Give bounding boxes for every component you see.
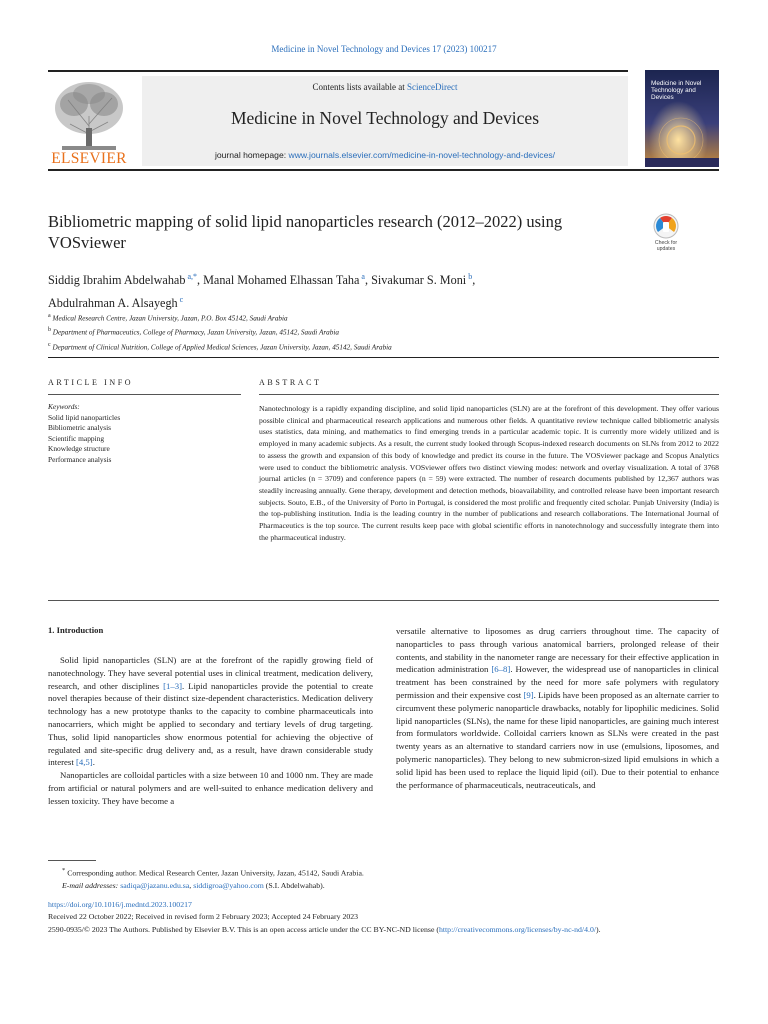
intro-paragraph-3 <box>396 625 719 791</box>
author-affiliation-marker[interactable]: a,* <box>185 272 197 281</box>
body-column-right <box>396 625 719 791</box>
license-suffix: ). <box>596 924 601 934</box>
affiliation-item <box>48 324 708 338</box>
abstract-text: Nanotechnology is a rapidly expanding discipline, and solid lipid nanoparticles (SLN) are at the forefront of this development. They offer various possible clinical and pharmaceutical research applications and numerous other fields. A quantitative review technique called bibliometric analysis uses statistics, data mining, and mathematics to find emerging trends in a particular academic topic. It is currently more widely utilized and is employed in many academic subjects. As a result, the current study looked through Scopus-indexed research documents on SLNs from 2012 to 2022 to assess the growth and expansion of this body of knowledge and predict its course in the future. The VOSviewer package and Scopus Analytics were used to conduct the bibliometric analysis. VOSviewer offers two distinct viewing modes: network and overlay visualization. A total of 3768 journal articles (n = 3709) and conference papers (n = 59) were extracted. The number of research documents published by 12,367 authors was steadily increasing annually. Gene therapy, development and detection methods, bioavailability, and controlled release have been important research subjects. Souto, E.B., of the University of Porto in Portugal, is considered the most prolific and frequently cited scholar. Punjab University (India) is the top-publishing institution. India is the leading country in the number of publications and research collaborations. The International Journal of Pharmaceutics is the top source. The current results keep pace with global scientific efforts in nanotechnology and successfully integrate them into the pharmaceutical industry. <box>259 404 719 542</box>
article-info-divider <box>48 394 241 395</box>
intro-paragraph-1 <box>48 654 373 769</box>
contents-line <box>142 82 628 92</box>
journal-cover-image[interactable] <box>645 70 719 167</box>
header-bottom-divider <box>48 169 719 171</box>
footnote-star: * <box>62 867 66 874</box>
text-run: versatile alternative to liposomes as drug carriers throughout time. The capacity of nanoparticles to pass through various anatomical barriers, prolonged release of their contents, and stability in the nanometer range are necessary for their effective application in medication administration <box>396 626 719 675</box>
author-separator: , <box>197 273 204 288</box>
article-info-heading: ARTICLE INFO <box>48 378 134 387</box>
keyword-item: Scientific mapping <box>48 433 105 443</box>
author-separator: , <box>472 273 476 288</box>
body-column-left <box>48 654 373 808</box>
keyword-item: Bibliometric analysis <box>48 423 112 433</box>
journal-title: Medicine in Novel Technology and Devices <box>230 108 540 128</box>
keyword-item: Performance analysis <box>48 454 112 464</box>
email-suffix: (S.I. Abdelwahab). <box>263 880 325 890</box>
elsevier-logo[interactable] <box>48 76 130 168</box>
text-run: Solid lipid nanoparticles (SLN) are at the forefront of the rapidly growing field of nanotechnology. They have several potential uses in clinical treatment, medication delivery, research, and other disciplines <box>48 655 373 691</box>
section-divider <box>48 357 719 358</box>
author-name[interactable]: Abdulrahman A. Alsayegh <box>48 296 178 311</box>
text-run: . Lipids have been proposed as an alternate carrier to circumvent these polymeric nanoparticle drawbacks, notably for lipophilic medicines. Solid lipid nanoparticles (SLNs), the name for these lipid nanoparticles, are gaining much interest from formulators worldwide. Colloidal carriers known as SLNs were created in the past twenty years as an alternative to standard carriers now in use (emulsions, liposomes, and polymeric nanoparticles). They belong to new submicron-sized lipid emulsions in which a solid lipid has been used to replace the liquid lipid (oil). Due to their potential to enhance the performance of pharmaceuticals, neutraceuticals, and <box>396 689 719 790</box>
abstract-divider <box>259 394 719 395</box>
homepage-prefix: journal homepage: <box>214 150 289 160</box>
author-affiliation-marker[interactable]: a <box>359 272 365 281</box>
author-name[interactable]: Siddig Ibrahim Abdelwahab <box>48 273 186 288</box>
affiliation-text: Department of Pharmaceutics, College of Pharmacy, Jazan University, Jazan, 45142, Saudi Arabia <box>51 328 339 337</box>
citation-link[interactable]: [9] <box>523 689 534 700</box>
check-updates-icon <box>646 212 686 242</box>
license-link[interactable]: http://creativecommons.org/licenses/by-nc-nd/4.0/ <box>438 924 597 934</box>
footnote-divider <box>48 860 96 861</box>
header-divider <box>48 70 628 72</box>
doi-link[interactable]: https://doi.org/10.1016/j.medntd.2023.100217 <box>48 900 192 909</box>
text-run: . However, the widespread use of nanoparticles in clinical treatment has been constrained by the need for more safe polymers with regulatory permission and their expensive cost <box>396 664 719 700</box>
author-name[interactable]: Manal Mohamed Elhassan Taha <box>203 273 360 288</box>
affiliation-marker: a <box>48 313 51 319</box>
journal-homepage-link[interactable]: www.journals.elsevier.com/medicine-in-novel-technology-and-devices/ <box>288 150 556 160</box>
email-separator: , <box>189 880 194 890</box>
license-prefix: 2590-0935/© 2023 The Authors. Published by Elsevier B.V. This is an open access article under the CC BY-NC-ND license ( <box>48 924 439 934</box>
sciencedirect-link[interactable]: ScienceDirect <box>407 82 458 92</box>
abstract-bottom-divider <box>48 600 719 601</box>
email-label: E-mail addresses: <box>62 880 121 890</box>
check-for-updates-badge[interactable] <box>646 212 686 256</box>
citation-link[interactable]: [4,5] <box>75 757 93 768</box>
email-line <box>48 880 718 892</box>
text-run: . Lipid nanoparticles provide the potential to create novel therapies because of their distinct size-dependent characteristics. Medication delivery technology has a new prototype thanks to the capacity to combine pharmaceuticals into nanocarriers, which might be applied to secondary and tertiary levels of drug targeting. Thus, solid lipid nanoparticles show enormous potential for achieving the objective of regulated and site-specific drug delivery and, as a result, have drawn considerable study interest <box>48 680 373 768</box>
citation-link[interactable]: [6–8] <box>491 664 511 675</box>
email-link-1[interactable]: sadiqa@jazanu.edu.sa <box>120 880 190 890</box>
keywords-label: Keywords: <box>48 402 80 411</box>
abstract-heading: ABSTRACT <box>259 378 322 387</box>
email-link-2[interactable]: siddigroa@yahoo.com <box>193 880 264 890</box>
keyword-list <box>48 413 238 466</box>
keyword-item: Solid lipid nanoparticles <box>48 412 121 422</box>
elsevier-wordmark: ELSEVIER <box>51 150 127 167</box>
check-updates-label: Check for updates <box>654 240 678 252</box>
corresponding-line <box>48 865 718 880</box>
received-dates: Received 22 October 2022; Received in revised form 2 February 2023; Accepted 24 February 2023 <box>48 912 359 922</box>
article-title: Bibliometric mapping of solid lipid nanoparticles research (2012–2022) using VOSviewer <box>48 212 563 252</box>
contents-prefix: Contents lists available at <box>312 82 407 92</box>
affiliation-marker: c <box>48 341 51 348</box>
cover-title: Medicine in Novel Technology and Devices <box>651 80 702 101</box>
author-list <box>48 267 668 313</box>
keyword-item: Knowledge structure <box>48 444 110 454</box>
author-name[interactable]: Sivakumar S. Moni <box>371 273 467 288</box>
corresponding-author-footnote <box>48 865 718 892</box>
corresponding-text: Corresponding author. Medical Research Center, Jazan University, Jazan, 45142, Saudi Arabia. <box>65 868 364 878</box>
intro-paragraph-2: Nanoparticles are colloidal particles with a size between 10 and 1000 nm. They are made from artificial or natural polymers and are well-suited to enhance medication delivery and lessen toxicity. They have become a <box>48 770 373 806</box>
text-run: . <box>92 757 95 768</box>
journal-homepage-line <box>142 150 628 160</box>
license-line <box>48 924 718 936</box>
publication-info <box>48 899 718 936</box>
keywords-block <box>48 402 238 466</box>
affiliation-list <box>48 310 708 353</box>
author-affiliation-marker[interactable]: c <box>177 295 184 305</box>
author-separator: , <box>364 273 372 288</box>
affiliation-text: Medical Research Centre, Jazan University, Jazan, P.O. Box 45142, Saudi Arabia <box>50 314 288 323</box>
affiliation-item <box>48 339 708 353</box>
affiliation-text: Department of Clinical Nutrition, College of Applied Medical Sciences, Jazan University, Jazan, 45142, Saudi Arabia <box>50 343 392 352</box>
affiliation-item <box>48 310 708 324</box>
introduction-heading: 1. Introduction <box>48 625 104 635</box>
affiliation-marker: b <box>48 327 51 334</box>
journal-citation[interactable]: Medicine in Novel Technology and Devices 17 (2023) 100217 <box>271 44 497 54</box>
author-affiliation-marker[interactable]: b <box>466 272 473 281</box>
citation-link[interactable]: [1–3] <box>163 680 183 691</box>
journal-header-box <box>142 76 628 166</box>
